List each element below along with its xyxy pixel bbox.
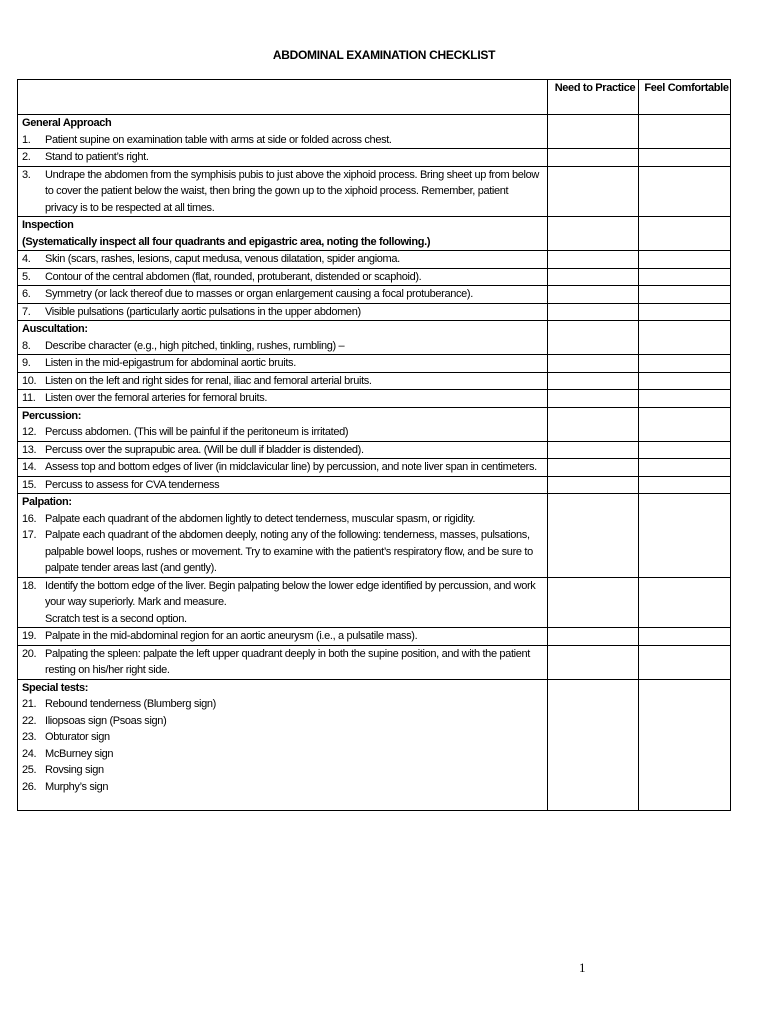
table-row xyxy=(18,390,731,408)
item-text: Stand to patient’s right. xyxy=(45,151,149,163)
table-row xyxy=(18,679,731,810)
need-to-practice-cell[interactable] xyxy=(548,251,639,269)
table-row xyxy=(18,459,731,477)
section-heading-inspection: Inspection xyxy=(22,219,74,231)
section-heading-auscultation: Auscultation: xyxy=(22,323,88,335)
table-row xyxy=(18,149,731,167)
item-text: Percuss to assess for CVA tenderness xyxy=(45,478,220,491)
need-to-practice-cell[interactable] xyxy=(548,628,639,646)
table-row xyxy=(18,286,731,304)
item-text: Obturator sign xyxy=(45,731,110,743)
list-item xyxy=(22,713,547,730)
need-to-practice-cell[interactable] xyxy=(548,407,639,441)
item-text: Listen in the mid-epigastrum for abdominal aortic bruits. xyxy=(45,357,296,369)
feel-comfortable-cell[interactable] xyxy=(639,321,731,355)
table-row xyxy=(18,577,731,628)
need-to-practice-cell[interactable] xyxy=(548,441,639,459)
table-header-row xyxy=(18,80,731,115)
feel-comfortable-cell[interactable] xyxy=(639,268,731,286)
item-number: 16. xyxy=(22,512,37,525)
item-text: Rovsing sign xyxy=(45,764,104,776)
item-number: 24. xyxy=(22,747,37,760)
section-heading-percussion: Percussion: xyxy=(22,409,82,422)
list-item xyxy=(22,779,547,796)
section-subheading-inspection: (Systematically inspect all four quadrants and epigastric area, noting the following.) xyxy=(22,235,431,248)
section-heading-special-tests: Special tests: xyxy=(22,681,89,694)
item-text: Rebound tenderness (Blumberg sign) xyxy=(45,698,216,710)
table-row xyxy=(18,166,731,217)
list-item xyxy=(22,646,547,679)
list-item xyxy=(22,269,547,286)
list-item xyxy=(22,442,547,459)
section-heading-cell xyxy=(18,115,548,149)
item-text: Palpate in the mid-abdominal region for an aortic aneurysm (i.e., a pulsatile mass). xyxy=(45,630,418,642)
list-item xyxy=(22,286,547,303)
need-to-practice-cell[interactable] xyxy=(548,217,639,251)
item-number: 26. xyxy=(22,780,37,793)
item-text: Palpating the spleen: palpate the left upper quadrant deeply in both the supine position, and with the patient resting on his/her right side. xyxy=(45,647,530,676)
item-text: Patient supine on examination table with arms at side or folded across chest. xyxy=(45,133,392,146)
item-text: Palpate each quadrant of the abdomen deeply, noting any of the following: tenderness, masses, pulsations, palpable bowel loops, rushes or movement. Try to examine with the patient’s respiratory flow, and be sure to palpate tender areas last (and gently). xyxy=(45,529,533,574)
item-number: 18. xyxy=(22,579,37,592)
feel-comfortable-cell[interactable] xyxy=(639,645,731,679)
list-item xyxy=(22,132,547,149)
table-row xyxy=(18,355,731,373)
item-number: 10. xyxy=(22,374,37,387)
feel-comfortable-cell[interactable] xyxy=(639,407,731,441)
list-item xyxy=(22,762,547,779)
feel-comfortable-cell[interactable] xyxy=(639,355,731,373)
item-text-note: Scratch test is a second option. xyxy=(45,612,187,625)
need-to-practice-cell[interactable] xyxy=(548,577,639,628)
feel-comfortable-cell[interactable] xyxy=(639,679,731,810)
item-text: Visible pulsations (particularly aortic pulsations in the upper abdomen) xyxy=(45,305,361,318)
item-number: 6. xyxy=(22,288,31,300)
item-text: Contour of the central abdomen (flat, rounded, protuberant, distended or scaphoid). xyxy=(45,270,422,283)
page-number: 1 xyxy=(579,960,586,975)
need-to-practice-cell[interactable] xyxy=(548,494,639,578)
feel-comfortable-cell[interactable] xyxy=(639,577,731,628)
item-text: Symmetry (or lack thereof due to masses or organ enlargement causing a focal protuberance). xyxy=(45,288,473,300)
list-item xyxy=(22,304,547,321)
item-text: Murphy’s sign xyxy=(45,780,109,793)
table-row xyxy=(18,372,731,390)
table-row xyxy=(18,268,731,286)
table-row xyxy=(18,494,731,578)
item-text: Listen over the femoral arteries for femoral bruits. xyxy=(45,392,268,404)
feel-comfortable-cell[interactable] xyxy=(639,251,731,269)
item-text: Describe character (e.g., high pitched, tinkling, rushes, rumbling) – xyxy=(45,339,345,352)
feel-comfortable-cell[interactable] xyxy=(639,628,731,646)
need-to-practice-cell[interactable] xyxy=(548,355,639,373)
list-item xyxy=(22,373,547,390)
list-item xyxy=(22,251,547,268)
item-number: 20. xyxy=(22,647,37,660)
section-heading-palpation: Palpation: xyxy=(22,496,72,508)
feel-comfortable-cell[interactable] xyxy=(639,441,731,459)
need-to-practice-cell[interactable] xyxy=(548,679,639,810)
page-title: ABDOMINAL EXAMINATION CHECKLIST xyxy=(272,48,496,62)
table-row xyxy=(18,407,731,441)
list-item xyxy=(22,355,547,372)
feel-comfortable-cell[interactable] xyxy=(639,476,731,494)
item-text: Identify the bottom edge of the liver. Begin palpating below the lower edge identified by percussion, and work your way superiorly. Mark and measure. xyxy=(45,579,536,608)
item-number: 22. xyxy=(22,714,37,727)
item-number: 4. xyxy=(22,253,31,265)
list-item xyxy=(22,149,547,166)
table-row xyxy=(18,303,731,321)
feel-comfortable-cell[interactable] xyxy=(639,217,731,251)
feel-comfortable-cell[interactable] xyxy=(639,494,731,578)
item-number: 2. xyxy=(22,151,31,163)
table-row xyxy=(18,441,731,459)
need-to-practice-cell[interactable] xyxy=(548,321,639,355)
item-number: 8. xyxy=(22,339,31,352)
feel-comfortable-cell[interactable] xyxy=(639,459,731,477)
list-item xyxy=(22,390,547,407)
item-text: McBurney sign xyxy=(45,747,114,760)
list-item xyxy=(22,578,547,628)
checklist-table xyxy=(17,79,731,811)
item-number: 12. xyxy=(22,426,37,438)
item-text: Assess top and bottom edges of liver (in midclavicular line) by percussion, and note liver span in centimeters. xyxy=(45,461,537,473)
list-item xyxy=(22,477,547,494)
feel-comfortable-cell[interactable] xyxy=(639,303,731,321)
item-number: 17. xyxy=(22,529,37,541)
feel-comfortable-cell[interactable] xyxy=(639,286,731,304)
item-number: 5. xyxy=(22,270,31,283)
item-number: 1. xyxy=(22,133,31,146)
item-text: Palpate each quadrant of the abdomen lightly to detect tenderness, muscular spasm, or rigidity. xyxy=(45,512,476,525)
need-to-practice-cell[interactable] xyxy=(548,149,639,167)
table-row xyxy=(18,217,731,251)
item-number: 19. xyxy=(22,630,37,642)
item-number: 3. xyxy=(22,168,31,181)
list-item xyxy=(22,746,547,763)
list-item xyxy=(22,628,547,645)
item-number: 13. xyxy=(22,443,37,456)
item-number: 9. xyxy=(22,357,31,369)
item-number: 23. xyxy=(22,731,37,743)
need-to-practice-cell[interactable] xyxy=(548,303,639,321)
item-number: 21. xyxy=(22,698,37,710)
table-row xyxy=(18,645,731,679)
feel-comfortable-cell[interactable] xyxy=(639,372,731,390)
list-item xyxy=(22,527,547,577)
need-to-practice-cell[interactable] xyxy=(548,286,639,304)
item-number: 15. xyxy=(22,478,37,491)
list-item xyxy=(22,511,547,528)
table-row xyxy=(18,628,731,646)
item-number: 11. xyxy=(22,392,36,404)
need-to-practice-cell[interactable] xyxy=(548,166,639,217)
list-item xyxy=(22,167,547,217)
list-item xyxy=(22,696,547,713)
item-text: Percuss over the suprapubic area. (Will be dull if bladder is distended). xyxy=(45,443,364,456)
need-to-practice-cell[interactable] xyxy=(548,645,639,679)
column-header-feel-comfortable: Feel Comfortable xyxy=(639,80,731,115)
section-heading-general-approach: General Approach xyxy=(22,117,112,129)
feel-comfortable-cell[interactable] xyxy=(639,115,731,149)
need-to-practice-cell[interactable] xyxy=(548,268,639,286)
table-row xyxy=(18,115,731,149)
list-item xyxy=(22,424,547,441)
item-number: 14. xyxy=(22,461,37,473)
need-to-practice-cell[interactable] xyxy=(548,115,639,149)
item-text: Undrape the abdomen from the symphisis pubis to just above the xiphoid process. Bring sheet up from below to cover the patient below the waist, then bring the gown up to the xiphoid process. Remember, patient privacy is to be respected at all times. xyxy=(45,168,539,214)
need-to-practice-cell[interactable] xyxy=(548,459,639,477)
need-to-practice-cell[interactable] xyxy=(548,390,639,408)
feel-comfortable-cell[interactable] xyxy=(639,390,731,408)
list-item xyxy=(22,729,547,746)
item-number: 7. xyxy=(22,305,31,318)
table-row xyxy=(18,476,731,494)
feel-comfortable-cell[interactable] xyxy=(639,166,731,217)
list-item xyxy=(22,338,547,355)
list-item xyxy=(22,459,547,476)
item-text: Percuss abdomen. (This will be painful if the peritoneum is irritated) xyxy=(45,426,349,438)
item-text: Listen on the left and right sides for renal, iliac and femoral arterial bruits. xyxy=(45,374,372,387)
need-to-practice-cell[interactable] xyxy=(548,476,639,494)
table-row xyxy=(18,321,731,355)
item-text: Iliopsoas sign (Psoas sign) xyxy=(45,714,167,727)
header-blank-cell xyxy=(18,80,548,115)
table-row xyxy=(18,251,731,269)
item-number: 25. xyxy=(22,764,37,776)
column-header-need-to-practice: Need to Practice xyxy=(548,80,639,115)
need-to-practice-cell[interactable] xyxy=(548,372,639,390)
feel-comfortable-cell[interactable] xyxy=(639,149,731,167)
item-text: Skin (scars, rashes, lesions, caput medusa, venous dilatation, spider angioma. xyxy=(45,253,400,265)
